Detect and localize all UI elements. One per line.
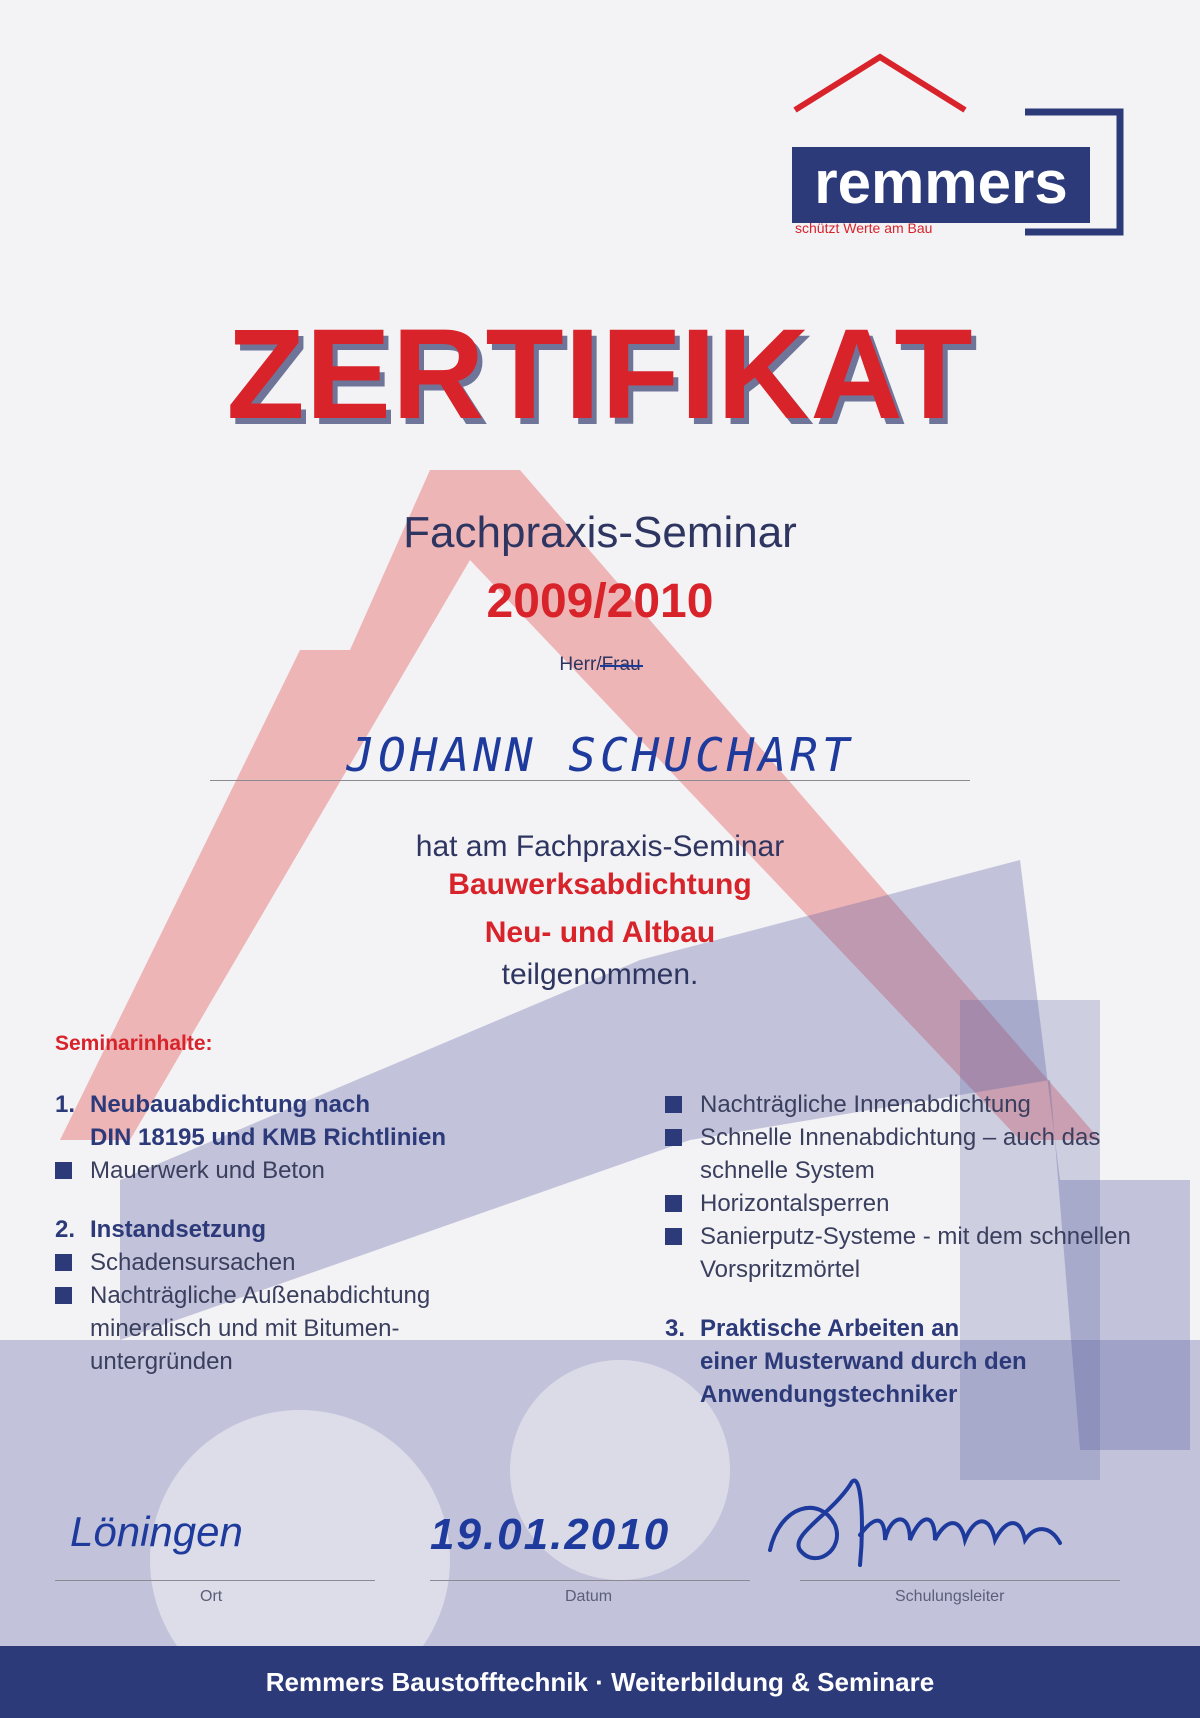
leader-line [800, 1580, 1120, 1581]
place-line [55, 1580, 375, 1581]
seminar-topic-1: Bauwerksabdichtung [448, 868, 752, 901]
section-3-line3: Anwendungstechniker [700, 1381, 958, 1408]
bullet-square-icon [665, 1129, 682, 1146]
salutation [0, 654, 1200, 676]
bullet-square-icon [665, 1195, 682, 1212]
attendance-text: hat am Fachpraxis-Seminar [415, 830, 785, 863]
seminar-subtitle: Fachpraxis-Seminar [403, 508, 797, 557]
section-2-title: Instandsetzung [90, 1216, 267, 1243]
list-item-text: Schadensursachen [90, 1249, 296, 1276]
logo-wordmark: remmers [792, 147, 1090, 223]
list-item [665, 1220, 1145, 1286]
salutation-herr: Herr/ [559, 654, 602, 675]
date-line [430, 1580, 750, 1581]
section-3-heading [665, 1312, 1145, 1345]
place-label: Ort [200, 1588, 223, 1605]
bullet-square-icon [665, 1228, 682, 1245]
leader-label: Schulungsleiter [895, 1588, 1005, 1605]
attendance-text-end: teilgenommen. [501, 958, 699, 991]
place-handwritten: Löningen [70, 1508, 243, 1555]
list-item [665, 1121, 1145, 1187]
salutation-frau-struck: Frau [601, 654, 641, 675]
list-item-text: Mauerwerk und Beton [90, 1157, 325, 1184]
section-1-line2: DIN 18195 und KMB Richtlinien [90, 1124, 447, 1151]
section-3-number: 3. [665, 1315, 686, 1342]
remmers-logo [785, 52, 1130, 242]
contents-heading: Seminarinhalte: [55, 1032, 213, 1055]
bullet-square-icon [55, 1254, 72, 1271]
date-handwritten: 19.01.2010 [430, 1510, 671, 1559]
section-3-line2: einer Musterwand durch den [700, 1348, 1027, 1375]
bullet-square-icon [665, 1096, 682, 1113]
list-item [55, 1246, 615, 1279]
section-1-line1: Neubauabdichtung nach [90, 1091, 371, 1118]
list-item-text: Sanierputz-Systeme - mit dem schnellen Vorspritzmörtel [700, 1223, 1131, 1283]
bullet-square-icon [55, 1162, 72, 1179]
list-item [55, 1279, 525, 1378]
list-item-text: Horizontalsperren [700, 1190, 890, 1217]
section-2-number: 2. [55, 1216, 76, 1243]
footer-banner: Remmers Baustofftechnik · Weiterbildung & Seminare [0, 1646, 1200, 1718]
list-item [665, 1187, 1145, 1220]
list-item [55, 1154, 615, 1187]
logo-tagline: schützt Werte am Bau [795, 220, 933, 236]
section-3-line1: Praktische Arbeiten an [700, 1315, 960, 1342]
signature-scribble [760, 1455, 1100, 1585]
date-label: Datum [565, 1588, 613, 1605]
bullet-square-icon [55, 1287, 72, 1304]
contents-right-column [665, 1088, 1145, 1411]
section-1-number: 1. [55, 1091, 76, 1118]
seminar-topic-2: Neu- und Altbau [484, 916, 716, 949]
name-underline [210, 780, 970, 781]
participant-name: JOHANN SCHUCHART [346, 728, 854, 782]
list-item-text: Nachträgliche Außenabdichtung mineralisch und mit Bitumen-untergründen [90, 1282, 431, 1375]
section-1-heading [55, 1088, 615, 1121]
list-item-text: Nachträgliche Innenabdichtung [700, 1091, 1031, 1118]
contents-left-column [55, 1088, 615, 1378]
seminar-year: 2009/2010 [486, 575, 714, 628]
certificate-title: ZERTIFIKAT [226, 303, 974, 446]
section-2-heading [55, 1213, 615, 1246]
list-item-text: Schnelle Innenabdichtung – auch das schnelle System [700, 1124, 1101, 1184]
list-item [665, 1088, 1145, 1121]
